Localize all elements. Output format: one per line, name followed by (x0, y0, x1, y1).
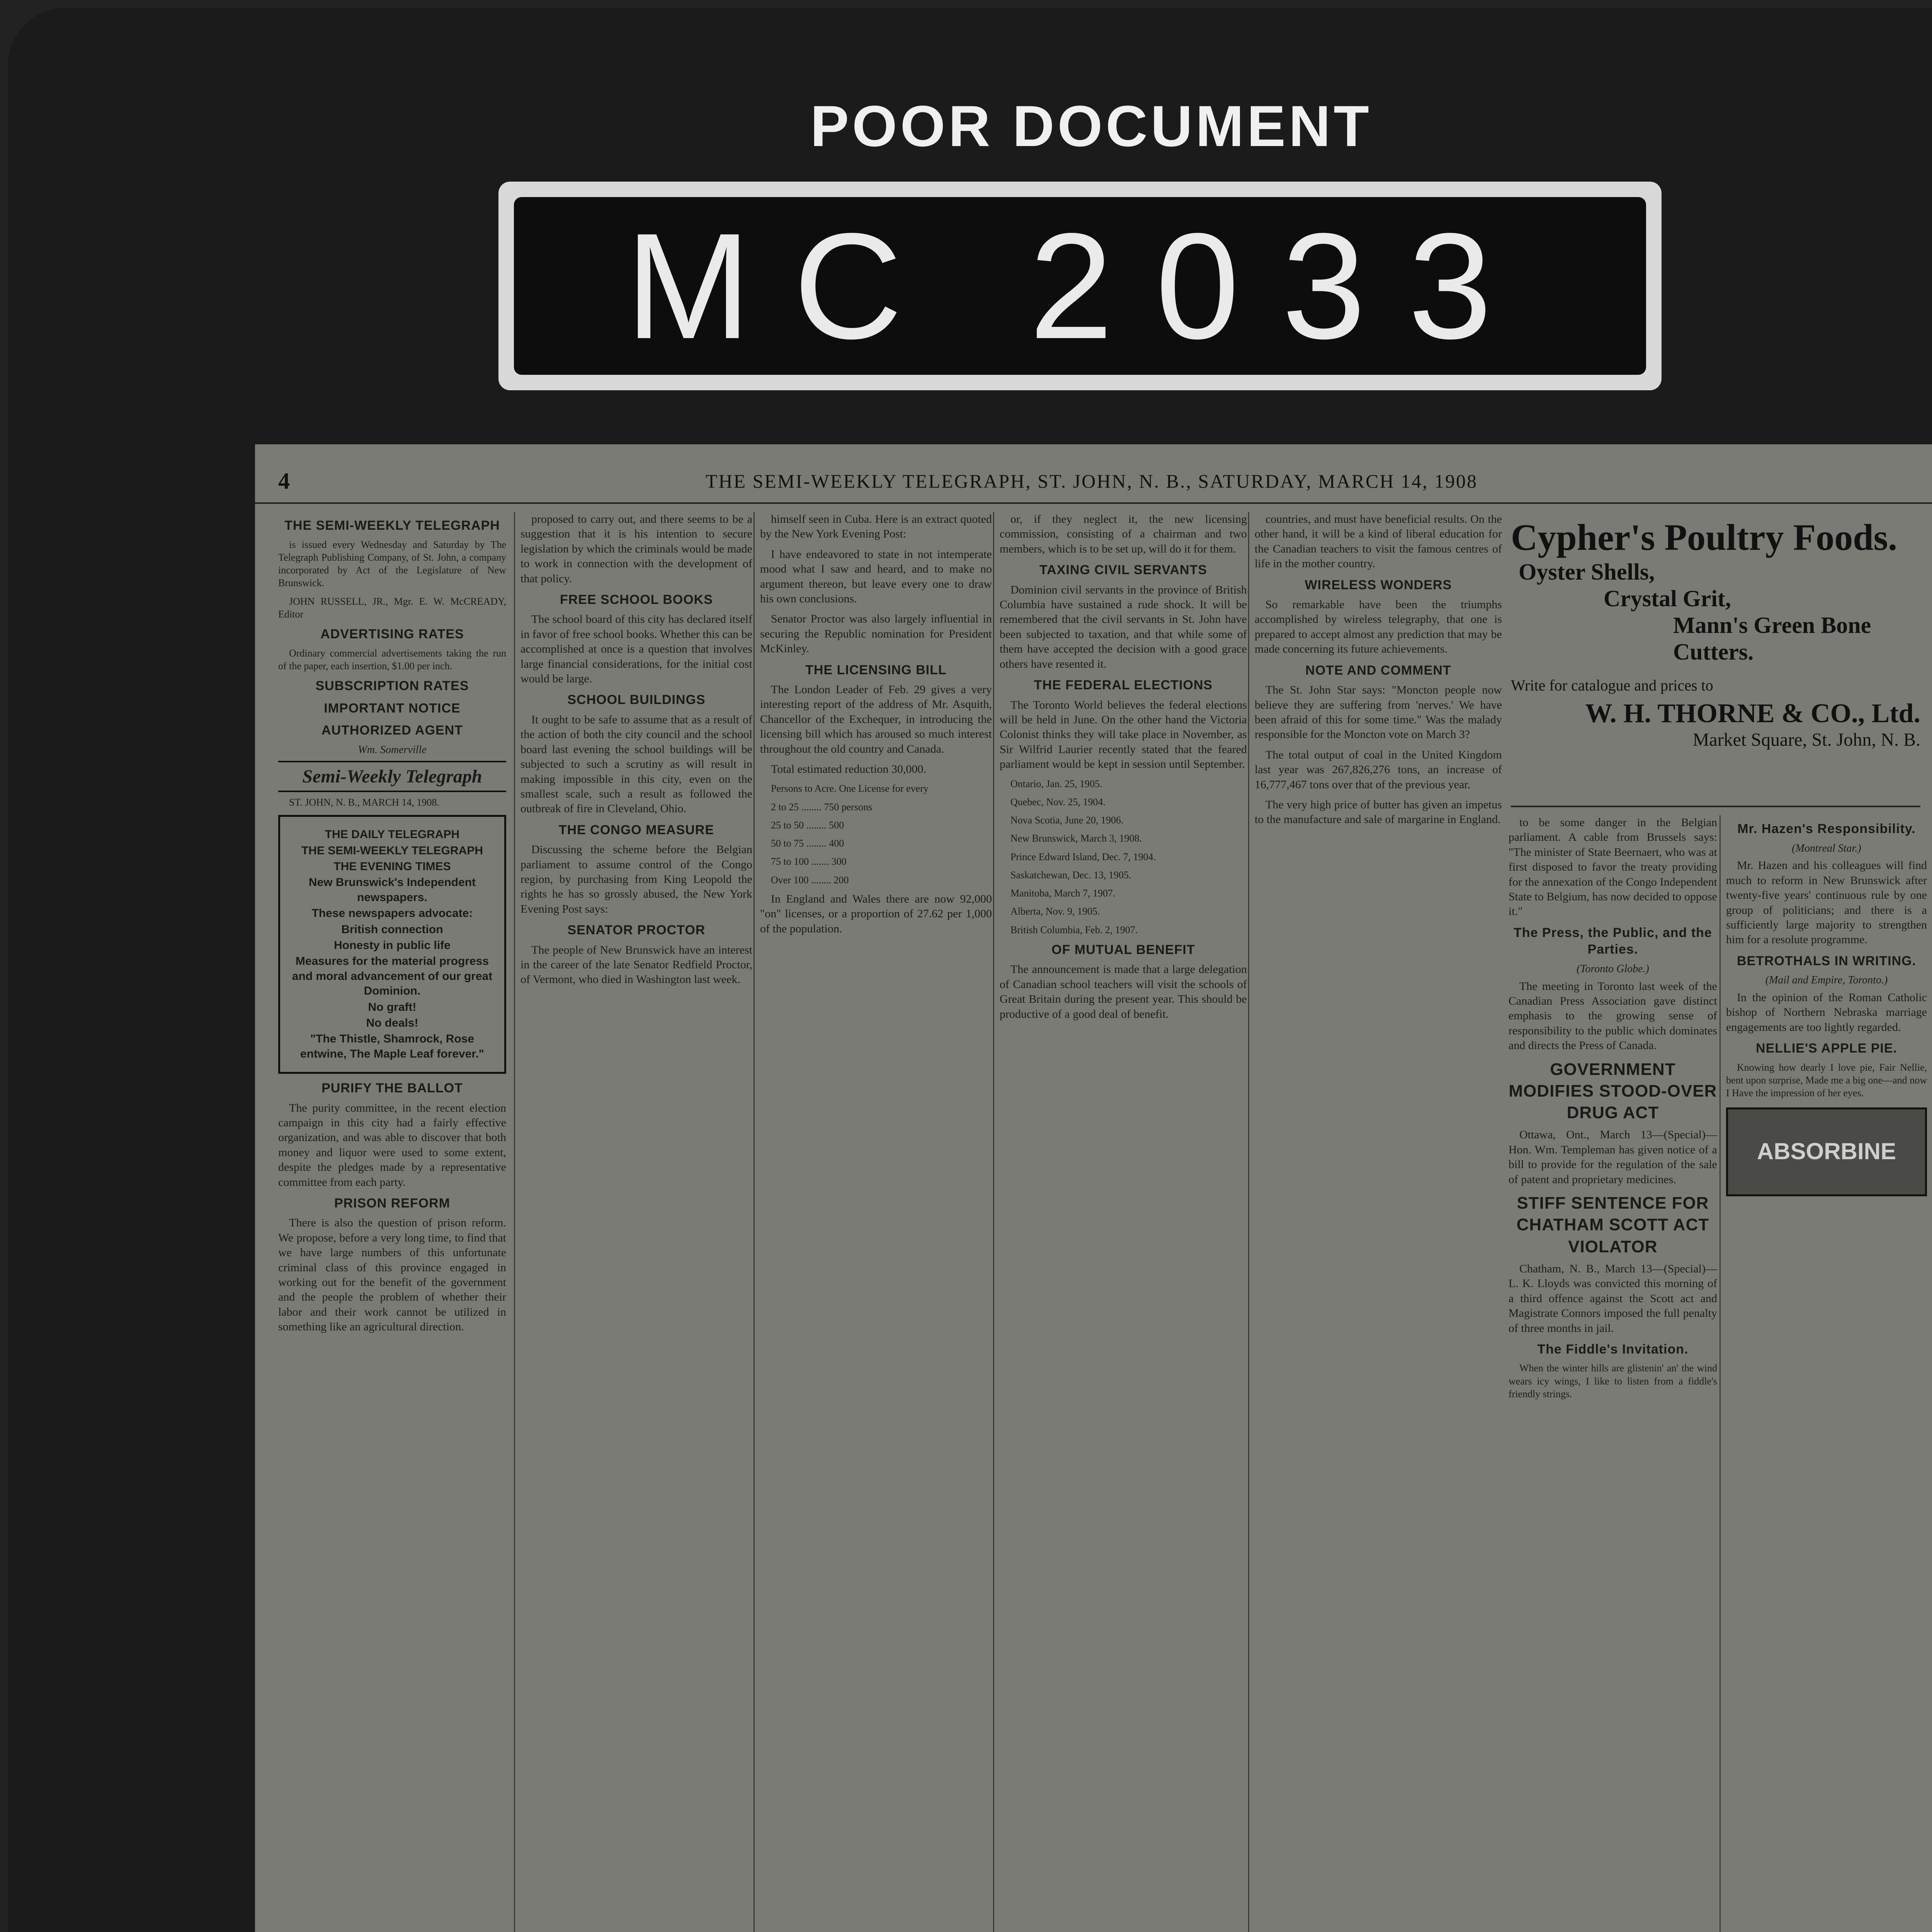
congo-head: THE CONGO MEASURE (558, 822, 714, 837)
poor-document-label: POOR DOCUMENT (810, 94, 1372, 158)
policy-line: Measures for the material progress and moral advancement of our great Dominion. (292, 955, 493, 998)
dateline: ST. JOHN, N. B., MARCH 14, 1908. (289, 796, 439, 808)
betrothals-text: In the opinion of the Roman Catholic bishop of Northern Nebraska marriage engagements are too lightly regarded. (1726, 991, 1927, 1034)
column-1 (278, 512, 506, 1932)
congo-text: Discussing the scheme before the Belgian parliament to assume control of the Congo region, by purchasing from King Leopold the rights he has so grossly abused, the New York Evening Post says: (520, 843, 752, 915)
hazen-source: (Montreal Star.) (1792, 842, 1861, 854)
col6-intro: to be some danger in the Belgian parliament. A cable from Brussels says: "The minister of State Beernaert, who was at first disposed to favor the treaty providing for the annexation of the Congo Independent State to Belgium, has now decided to oppose it." (1509, 816, 1717, 918)
election-date: British Columbia, Feb. 2, 1907. (1010, 924, 1138, 935)
ad-company: W. H. THORNE & CO., Ltd. (1585, 699, 1920, 728)
prison-head: PRISON REFORM (334, 1196, 451, 1211)
wireless-wonders-head: WIRELESS WONDERS (1304, 577, 1452, 592)
important-notice-head: IMPORTANT NOTICE (324, 701, 461, 716)
policy-line: Honesty in public life (334, 939, 451, 952)
policy-line: These newspapers advocate: (311, 907, 473, 920)
press-head: The Press, the Public, and the Parties. (1514, 925, 1712, 957)
policy-box (278, 815, 506, 1074)
taxing-civil-servants-head: TAXING CIVIL SERVANTS (1039, 563, 1208, 578)
taxing-civil-servants-text: Dominion civil servants in the province of British Columbia have sustained a rude shock. It will be remembered that the civil servants in St. John have been subjected to taxation, and that while some of them have accepted the decision with a good grace others have resented it. (1000, 583, 1247, 670)
stiff-sentence-text: Chatham, N. B., March 13—(Special)—L. K. Lloyds was convicted this morning of a third offence against the Scott act and Magistrate Connors imposed the full penalty of three months in jail. (1509, 1262, 1717, 1335)
license-table-row: 2 to 25 ........ 750 persons (771, 801, 872, 813)
paper-logo: Semi-Weekly Telegraph (278, 761, 506, 792)
subscription-rates-head: SUBSCRIPTION RATES (315, 679, 469, 694)
betrothals-head: BETROTHALS IN WRITING. (1737, 953, 1916, 968)
column-6 (1503, 815, 1717, 1932)
policy-line: THE DAILY TELEGRAPH (325, 828, 460, 841)
election-date: Manitoba, March 7, 1907. (1010, 888, 1116, 899)
election-date: Nova Scotia, June 20, 1906. (1010, 815, 1124, 826)
betrothals-source: (Mail and Empire, Toronto.) (1765, 974, 1888, 986)
free-school-books-head: FREE SCHOOL BOOKS (560, 592, 713, 607)
policy-line: THE EVENING TIMES (333, 860, 451, 873)
free-school-books-text: The school board of this city has declared itself in favor of free school books. Whether this can be accomplished at once is a question that involves large financial considerations, for the initial cost would be large. (520, 613, 752, 685)
ad-line: Crystal Grit, (1604, 586, 1731, 611)
note-text: The St. John Star says: "Moncton people now believe they are suffering from 'nerves.' We have been afraid of this for some time." Was the malady responsible for the Moncton vote on March 3? (1255, 684, 1502, 741)
press-source: (Toronto Globe.) (1577, 963, 1649, 975)
note-text: The very high price of butter has given an impetus to the manufacture and sale of margarine in England. (1255, 798, 1502, 826)
election-date: Ontario, Jan. 25, 1905. (1010, 778, 1102, 789)
stiff-sentence-head: STIFF SENTENCE FOR CHATHAM SCOTT ACT VIOLATOR (1516, 1194, 1709, 1256)
licensing-bill-head: THE LICENSING BILL (805, 662, 947, 677)
reel-code-plate (498, 182, 1662, 390)
policy-line: New Brunswick's Independent newspapers. (308, 876, 476, 904)
election-date: Saskatchewan, Dec. 13, 1905. (1010, 869, 1131, 881)
ad-line: Oyster Shells, (1519, 559, 1655, 585)
page-number: 4 (278, 468, 290, 494)
licensing-closing: In England and Wales there are now 92,000 "on" licenses, or a proportion of 27.62 per 1,000 of the population. (760, 892, 992, 935)
mutual-benefit-head: OF MUTUAL BENEFIT (1051, 942, 1195, 957)
column-7 (1719, 815, 1927, 1932)
masthead (255, 460, 1932, 504)
col3-proctor: Senator Proctor was also largely influential in securing the Republic nomination for President McKinley. (760, 612, 992, 655)
school-buildings-head: SCHOOL BUILDINGS (567, 692, 706, 707)
col3-quote: I have endeavored to state in not intemperate mood what I saw and heard, and to make no argument thereon, but leave every one to draw his own conclusions. (760, 548, 992, 605)
license-table-row: 25 to 50 ........ 500 (771, 819, 844, 831)
government-drug-act-head: GOVERNMENT MODIFIES STOOD-OVER DRUG ACT (1509, 1060, 1717, 1122)
col4-intro: or, if they neglect it, the new licensing commission, consisting of a chairman and two members, which is to be set up, will do it for them. (1000, 513, 1247, 555)
purify-text: The purity committee, in the recent election campaign in this city had a fairly effective organization, and was able to discover that both money and liquor were used to some extent, despite the pledges made by a representative committee from each party. (278, 1101, 506, 1189)
advertising-rates-text: Ordinary commercial advertisements taking the run of the paper, each insertion, $1.00 per inch. (278, 647, 506, 672)
note-and-comment-head: NOTE AND COMMENT (1305, 663, 1451, 678)
election-date: Prince Edward Island, Dec. 7, 1904. (1010, 851, 1156, 862)
newspaper-page (255, 444, 1932, 1932)
school-buildings-text: It ought to be safe to assume that as a result of the action of both the city council and the school board last evening the school buildings will be subjected to such a scrutiny as will result in making impossible in this city, even on the smallest scale, such a result as followed the outbreak of fire in Cleveland, Ohio. (520, 713, 752, 815)
policy-line: No graft! (368, 1000, 417, 1014)
license-table-head: Persons to Acre. One License for every (771, 783, 929, 794)
ad-address: Market Square, St. John, N. B. (1692, 730, 1920, 750)
poultry-foods-ad (1511, 512, 1920, 807)
policy-line: British connection (341, 923, 443, 936)
agent-name: Wm. Somerville (358, 743, 427, 756)
reel-code: MC 2033 (514, 197, 1646, 375)
government-drug-act-text: Ottawa, Ont., March 13—(Special)—Hon. Wm. Templeman has given notice of a bill to provide for the regulation of the sale of patent and proprietary medicines. (1509, 1128, 1717, 1186)
press-text: The meeting in Toronto last week of the Canadian Press Association gave distinct emphasis to the growing sense of responsibility to the public which dominates and directs the Press of Canada. (1509, 980, 1717, 1052)
purify-head: PURIFY THE BALLOT (321, 1081, 463, 1096)
column-2 (514, 512, 752, 1932)
senator-proctor-text: The people of New Brunswick have an interest in the career of the late Senator Redfield Proctor, of Vermont, who died in Washington last week. (520, 943, 752, 986)
absorbine-ad: ABSORBINE (1726, 1107, 1927, 1196)
paper-intro: is issued every Wednesday and Saturday by The Telegraph Publishing Company, of St. John, a company incorporated by Act of the Legislature of New Brunswick. (278, 539, 506, 589)
advertising-rates-head: ADVERTISING RATES (320, 627, 464, 642)
licensing-totals: Total estimated reduction 30,000. (771, 762, 926, 776)
hazen-head: Mr. Hazen's Responsibility. (1737, 821, 1916, 836)
col2-intro: proposed to carry out, and there seems to be a suggestion that it is his intention to secure legislation by which the criminals would be made to work in connection with the development of that policy. (520, 513, 752, 585)
election-date: Quebec, Nov. 25, 1904. (1010, 796, 1105, 808)
note-text: The total output of coal in the United Kingdom last year was 267,826,276 tons, an increase of 16,777,467 tons over that of the previous year. (1255, 748, 1502, 791)
policy-line: "The Thistle, Shamrock, Rose entwine, The Maple Leaf forever." (300, 1032, 484, 1060)
federal-elections-text: The Toronto World believes the federal elections will be held in June. On the other hand the Victoria Colonist thinks they will take place in November, as Sir Wilfrid Laurier recently stated that the feared parliament would be kept in session until September. (1000, 698, 1247, 771)
column-5 (1248, 512, 1502, 1932)
policy-line: THE SEMI-WEEKLY TELEGRAPH (301, 844, 483, 857)
hazen-text: Mr. Hazen and his colleagues will find much to reform in New Brunswick after twenty-five years' continuous rule by one group of politicians; and there is a sufficiently large majority to strengthen him for a resolute programme. (1726, 859, 1927, 946)
prison-text: There is also the question of prison reform. We propose, before a very long time, to find that we have large numbers of this unfortunate criminal class of this province engaged in working out for the benefit of the government and the people the problem of whether their labor and their work cannot be utilized in something like an agricultural direction. (278, 1216, 506, 1333)
election-date: New Brunswick, March 3, 1908. (1010, 833, 1142, 844)
license-table-row: 50 to 75 ........ 400 (771, 838, 844, 849)
policy-line: No deals! (366, 1016, 418, 1029)
fiddle-poem: When the winter hills are glistenin' an' the wind wears icy wings, I like to listen from a fiddle's friendly strings. (1509, 1362, 1717, 1400)
nellie-poem: Knowing how dearly I love pie, Fair Nellie, bent upon surprise, Made me a big one—and now I Have the impression of her eyes. (1726, 1061, 1927, 1099)
column-4 (993, 512, 1247, 1932)
authorized-agent-head: AUTHORIZED AGENT (321, 723, 463, 738)
staff-line: JOHN RUSSELL, JR., Mgr. E. W. McCREADY, Editor (278, 595, 506, 620)
column-3 (753, 512, 992, 1932)
license-table-row: 75 to 100 ....... 300 (771, 856, 847, 867)
federal-elections-head: THE FEDERAL ELECTIONS (1034, 678, 1213, 693)
fiddle-head: The Fiddle's Invitation. (1537, 1342, 1689, 1357)
senator-proctor-head: SENATOR PROCTOR (567, 923, 706, 938)
paper-head: THE SEMI-WEEKLY TELEGRAPH (284, 518, 500, 533)
masthead-title: THE SEMI-WEEKLY TELEGRAPH, ST. JOHN, N. B., SATURDAY, MARCH 14, 1908 (705, 470, 1478, 492)
nellie-head: NELLIE'S APPLE PIE. (1756, 1041, 1897, 1056)
license-table-row: Over 100 ........ 200 (771, 874, 849, 886)
ad-write: Write for catalogue and prices to (1511, 677, 1713, 694)
ad-title: Cypher's Poultry Foods. (1511, 517, 1898, 558)
election-date: Alberta, Nov. 9, 1905. (1010, 906, 1100, 917)
mutual-benefit-text: The announcement is made that a large delegation of Canadian school teachers will visit the schools of Great Britain during the present year. This should be productive of a good deal of benefit. (1000, 963, 1247, 1020)
wireless-wonders-text: So remarkable have been the triumphs accomplished by wireless telegraphy, that one is prepared to accept almost any prediction that may be made concerning its future achievements. (1255, 598, 1502, 656)
licensing-bill-text: The London Leader of Feb. 29 gives a very interesting report of the address of Mr. Asquith, Chancellor of the Exchequer, in introducing the licensing bill which has aroused so much interest throughout the old country and Canada. (760, 683, 992, 755)
col5-intro: countries, and must have beneficial results. On the other hand, it will be a kind of liberal education for the Canadian teachers to visit the famous centres of life in the mother country. (1255, 513, 1502, 570)
ad-line: Mann's Green Bone Cutters. (1673, 612, 1871, 665)
col3-intro: himself seen in Cuba. Here is an extract quoted by the New York Evening Post: (760, 513, 992, 541)
